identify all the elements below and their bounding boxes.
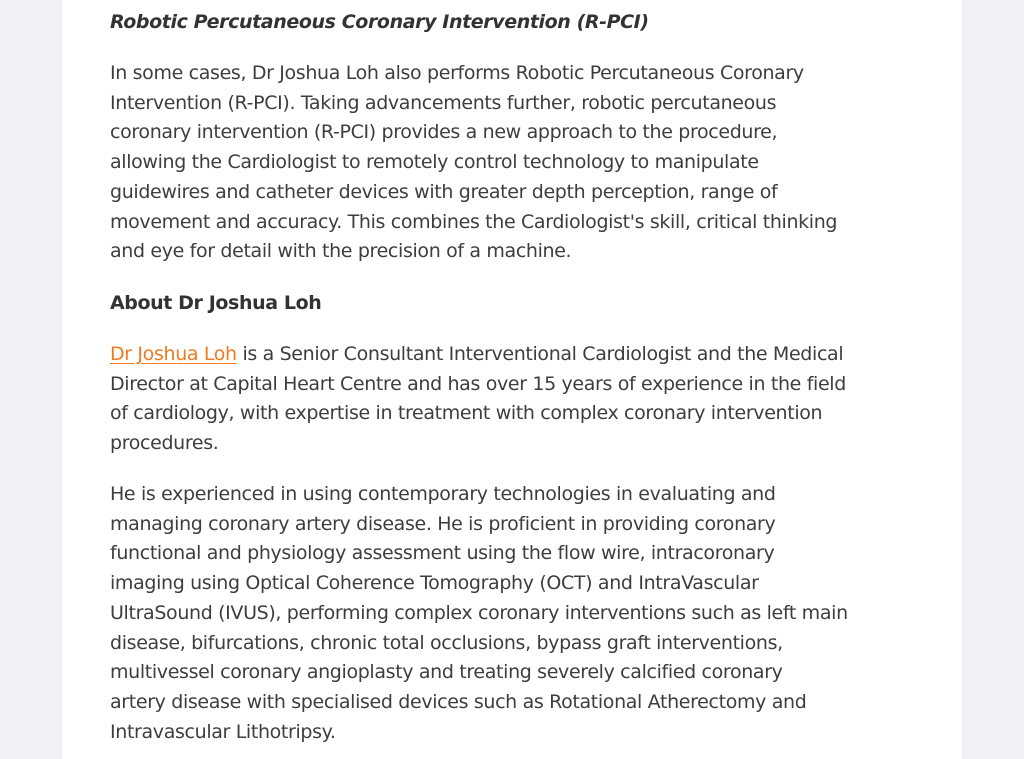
paragraph-line: artery disease with specialised devices such as Rotational Atherectomy and xyxy=(110,690,807,713)
paragraph-line: He is experienced in using contemporary technologies in evaluating and xyxy=(110,483,776,505)
paragraph-line: procedures. xyxy=(110,432,219,455)
paragraph-line: allowing the Cardiologist to remotely control technology to manipulate xyxy=(110,151,759,174)
paragraph-line: movement and accuracy. This combines the Cardiologist's skill, critical thinking xyxy=(110,210,838,233)
paragraph-line: UltraSound (IVUS), performing complex coronary interventions such as left main xyxy=(110,601,848,624)
paragraph-line: Intravascular Lithotripsy. xyxy=(110,720,336,743)
paragraph-line: guidewires and catheter devices with greater depth perception, range of xyxy=(110,180,778,203)
paragraph-line: Intervention (R-PCI). Taking advancements further, robotic percutaneous xyxy=(110,91,777,114)
rpci-heading: Robotic Percutaneous Coronary Intervention (R-PCI) xyxy=(110,11,649,33)
paragraph-line: Director at Capital Heart Centre and has over 15 years of experience in the field xyxy=(110,372,846,395)
about-heading: About Dr Joshua Loh xyxy=(110,292,322,314)
paragraph-line: coronary intervention (R-PCI) provides a new approach to the procedure, xyxy=(110,121,778,144)
doctor-profile-link[interactable]: Dr Joshua Loh xyxy=(110,343,237,365)
paragraph-line: imaging using Optical Coherence Tomography (OCT) and IntraVascular xyxy=(110,572,759,595)
paragraph-line: disease, bifurcations, chronic total occlusions, bypass graft interventions, xyxy=(110,631,783,654)
paragraph-text: is a Senior Consultant Interventional Cardiologist and the Medical xyxy=(236,343,844,365)
paragraph-line: and eye for detail with the precision of a machine. xyxy=(110,240,572,263)
rpci-paragraph xyxy=(110,59,837,267)
about-paragraph-2 xyxy=(110,480,848,747)
paragraph-line: In some cases, Dr Joshua Loh also performs Robotic Percutaneous Coronary xyxy=(110,62,804,84)
paragraph-line: multivessel coronary angioplasty and treating severely calcified coronary xyxy=(110,661,783,684)
paragraph-line: of cardiology, with expertise in treatment with complex coronary intervention xyxy=(110,402,823,425)
paragraph-line: functional and physiology assessment using the flow wire, intracoronary xyxy=(110,542,775,565)
paragraph-line: managing coronary artery disease. He is proficient in providing coronary xyxy=(110,512,776,535)
article-panel xyxy=(62,0,962,759)
paragraph-line xyxy=(110,340,846,370)
about-paragraph-1 xyxy=(110,340,846,459)
